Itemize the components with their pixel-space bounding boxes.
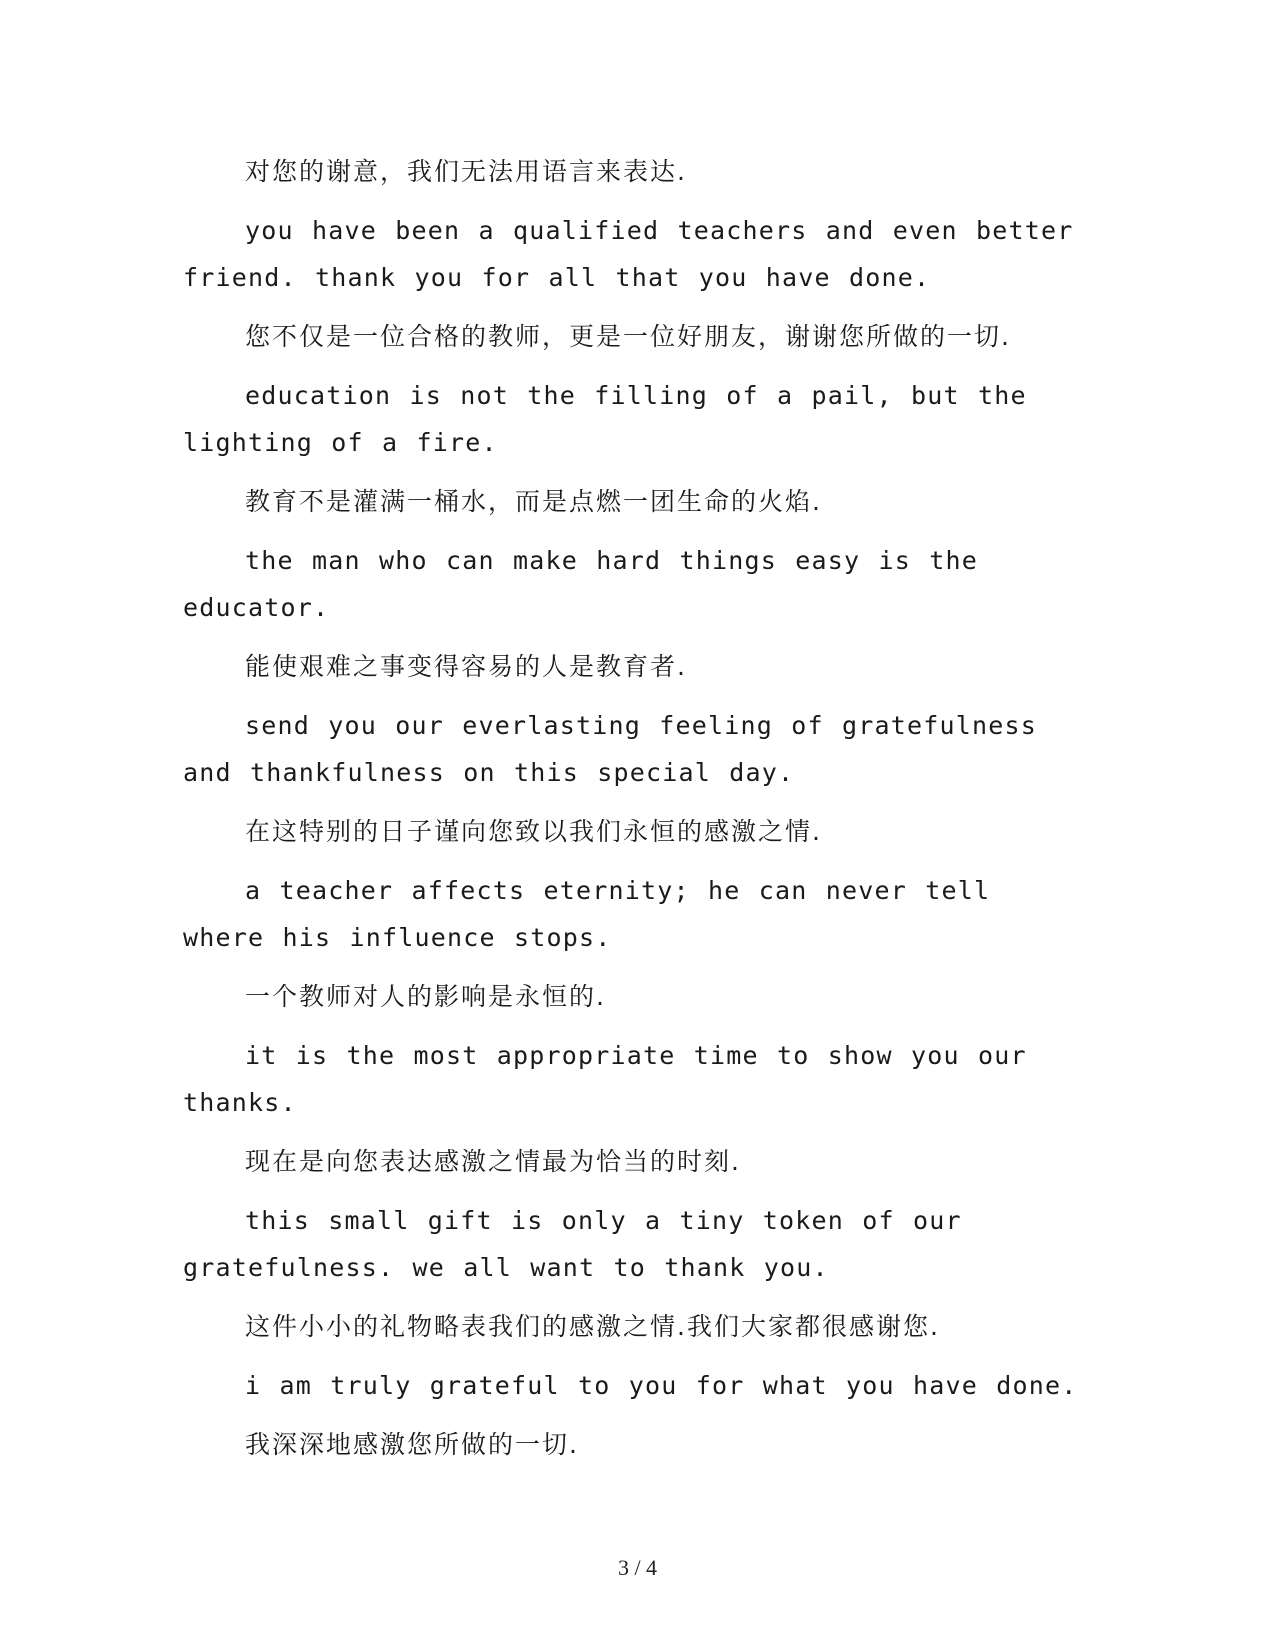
paragraph-en: i am truly grateful to you for what you have done. [245,1371,1078,1400]
paragraph-en: the man who can make hard things easy is the educator. [183,546,979,622]
paragraph-en: education is not the filling of a pail, but the lighting of a fire. [183,381,1027,457]
paragraph-zh: 现在是向您表达感激之情最为恰当的时刻. [245,1147,741,1176]
paragraph-en: send you our everlasting feeling of gratefulness and thankfulness on this special day. [183,711,1038,787]
page-number: 3 / 4 [617,1555,658,1580]
paragraph-zh: 教育不是灌满一桶水，而是点燃一团生命的火焰. [245,487,822,516]
paragraph-en: you have been a qualified teachers and even better friend. thank you for all that you have done. [183,216,1074,292]
paragraph-zh: 我深深地感激您所做的一切. [245,1430,579,1459]
paragraph-en: it is the most appropriate time to show you our thanks. [183,1041,1027,1117]
paragraph-zh: 一个教师对人的影响是永恒的. [245,982,606,1011]
paragraph-zh: 您不仅是一位合格的教师，更是一位好朋友，谢谢您所做的一切. [245,322,1011,351]
paragraph-en: this small gift is only a tiny token of our gratefulness. we all want to thank you. [183,1206,962,1282]
paragraph-zh: 这件小小的礼物略表我们的感激之情.我们大家都很感谢您. [245,1312,940,1341]
paragraph-en: a teacher affects eternity; he can never tell where his influence stops. [183,876,991,952]
paragraph-zh: 能使艰难之事变得容易的人是教育者. [245,652,687,681]
paragraph-zh: 在这特别的日子谨向您致以我们永恒的感激之情. [245,817,822,846]
paragraph-zh: 对您的谢意，我们无法用语言来表达. [245,157,687,186]
document-body [183,148,1083,1480]
